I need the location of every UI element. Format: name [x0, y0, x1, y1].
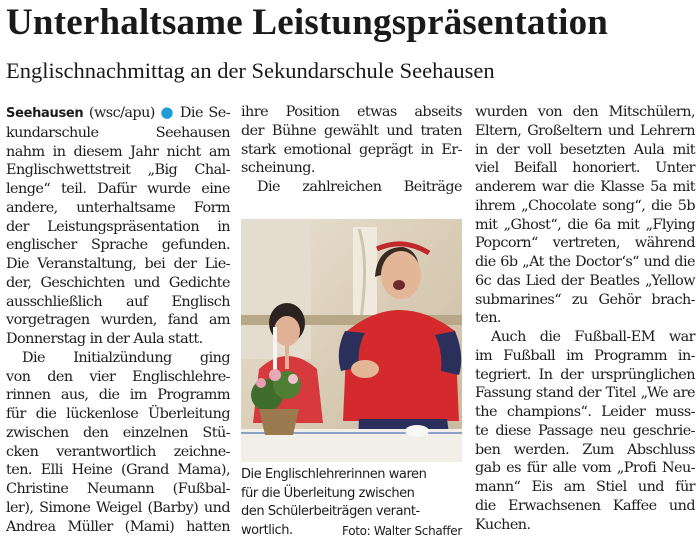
- text-line: in der voll besetzten Aula mit: [475, 141, 695, 158]
- caption-line-end: wortlich.: [241, 522, 293, 538]
- article-headline: Unterhaltsame Leistungspräsentation: [6, 2, 609, 43]
- byline: (wsc/apu): [88, 105, 155, 121]
- text-line: viel Beifall honoriert. Unter: [475, 160, 695, 177]
- text-line: englischer Sprache gefunden.: [6, 237, 230, 254]
- text-line: [6, 103, 230, 124]
- text-line: vorgetragen wurden, fand am: [6, 312, 230, 329]
- text-line: der, Geschichten und Gedichte: [6, 274, 230, 291]
- seated-woman-neck: [285, 343, 289, 369]
- text-line: Fassung stand der Titel „We are: [475, 385, 695, 402]
- text-line: Eltern, Großeltern und Lehrern: [475, 122, 695, 139]
- text-line: ten. Elli Heine (Grand Mama),: [6, 462, 230, 479]
- caption-line: [241, 522, 462, 541]
- text-line: submarines“ zu Gehör brach-: [475, 291, 695, 308]
- caption-line: für die Überleitung zwischen: [241, 485, 415, 501]
- text-line: Die Veranstaltung, bei der Lie-: [6, 256, 230, 272]
- text-line: kundarschule Seehausen: [6, 124, 230, 141]
- text-line: Popcorn“ vertreten, während: [475, 235, 695, 252]
- article-subheadline: Englischnachmittag an der Sekundarschule Seehausen: [6, 58, 495, 83]
- text-line: nahm in diesem Jahr nicht am: [6, 143, 230, 160]
- paragraph-5: [475, 103, 695, 328]
- text-line: mit „Ghost“, die 6a mit „Flying: [475, 216, 695, 233]
- dateline: Seehausen: [6, 106, 84, 121]
- text-line: von den vier Englischlehre-: [6, 368, 230, 385]
- text-line: ten.: [475, 310, 501, 327]
- caption-line: Die Englischlehrerinnen waren: [241, 467, 427, 482]
- flower-blossom: [269, 369, 281, 381]
- text-line: gab es für alle vom „Profi Neu-: [475, 460, 695, 477]
- teacher-hands: [351, 360, 379, 378]
- text-line: im Fußball im Programm in-: [475, 347, 695, 364]
- text-line: wurden von den Mitschülern,: [475, 104, 695, 120]
- paragraph-2: [6, 349, 230, 537]
- text-line: die 6b „At the Doctor‘s“ und die: [475, 254, 695, 270]
- dateline-dot-icon: ●: [160, 103, 175, 121]
- article-photo: [241, 219, 462, 462]
- text-line: Kuchen.: [475, 516, 531, 533]
- photo-caption: [241, 466, 462, 540]
- flower-blossom: [288, 374, 298, 384]
- text-line: mann“ Eis am Stiel und für: [475, 479, 695, 495]
- text-line: ler), Simone Weigel (Barby) und: [6, 499, 230, 516]
- teachers-photo-illustration: [241, 219, 462, 462]
- text-line: ihrem „Chocolate song“, die 5b: [475, 197, 695, 214]
- teacher-open-mouth: [393, 280, 405, 290]
- paragraph-4: [241, 178, 462, 197]
- text-line: ihre Position etwas abseits: [241, 104, 462, 120]
- text-column-3: [475, 103, 695, 534]
- text-line: cken verantwortlich zeichne-: [6, 443, 230, 460]
- text-line: die Erwachsenen Kaffee und: [475, 497, 695, 514]
- text-line: rinnen aus, die im Programm: [6, 387, 230, 404]
- coffee-cup: [405, 425, 429, 437]
- text-line: der Bühne gewählt und traten: [241, 122, 462, 139]
- paragraph-6: [475, 328, 695, 534]
- text-line: Englischwettstreit „Big Chal-: [6, 162, 230, 179]
- text-line: der Leistungspräsentation in: [6, 218, 230, 235]
- text-line: andere, unterhaltsame Form: [6, 199, 230, 216]
- text-line: lenge“ teil. Dafür wurde eine: [6, 181, 230, 197]
- text-line: ausschließlich auf Englisch: [6, 293, 230, 310]
- text-line: Donnerstag in der Aula statt.: [6, 331, 203, 347]
- flower-blossom: [256, 378, 266, 388]
- text-line: 6c das Lied der Beatles „Yellow: [475, 272, 695, 289]
- paragraph-3: [241, 103, 462, 178]
- text-line: stark emotional geprägt in Er-: [241, 141, 462, 158]
- paragraph-1: [6, 103, 230, 349]
- teacher-face: [381, 251, 421, 299]
- flower-basket: [259, 409, 299, 435]
- text-line: ben werden. Zum Abschluss: [475, 441, 695, 458]
- text-line: te diese Passage neu geschrie-: [475, 422, 695, 439]
- text-line-lead: Die Se-: [179, 105, 231, 121]
- text-column-2: [241, 103, 462, 197]
- text-line: zwischen den einzelnen Stü-: [6, 424, 230, 441]
- caption-line: den Schülerbeiträgen verant-: [241, 504, 420, 520]
- text-line: für die lückenlose Überleitung: [6, 406, 230, 422]
- photo-credit: Foto: Walter Schaffer: [342, 523, 462, 538]
- text-line: Die zahlreichen Beiträge: [257, 179, 462, 195]
- text-line: Auch die Fußball-EM war: [491, 329, 695, 345]
- text-line: Die Initialzündung ging: [22, 349, 230, 366]
- text-line: Andrea Müller (Mami) hatten: [6, 518, 230, 535]
- text-line: Christine Neumann (Fußbal-: [6, 481, 230, 497]
- text-column-1: [6, 103, 230, 536]
- text-line: the champions“. Leider muss-: [475, 404, 695, 420]
- seated-woman-face: [274, 316, 300, 346]
- text-line: scheinung.: [241, 160, 315, 177]
- text-line: tegriert. In der ursprünglichen: [475, 366, 695, 383]
- text-line: anderem war die Klasse 5a mit: [475, 179, 695, 195]
